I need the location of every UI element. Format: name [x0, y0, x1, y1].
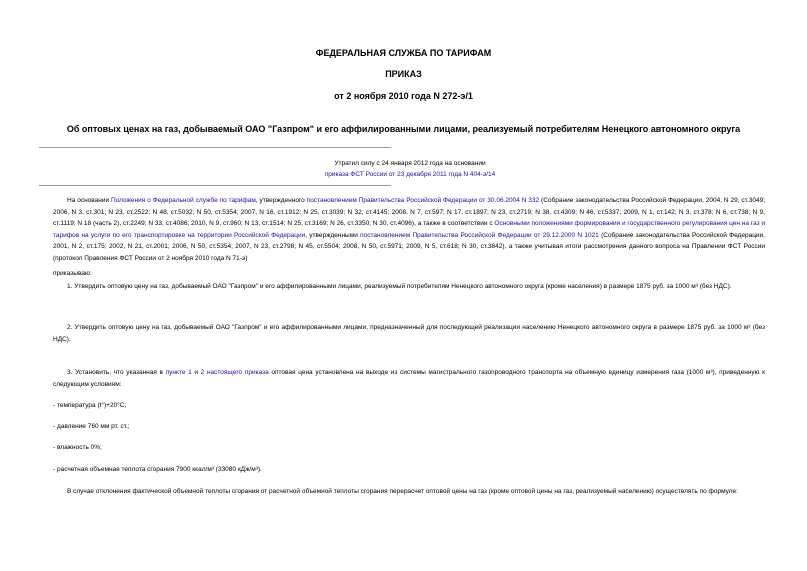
link-basic-provisions[interactable]: Основными положениями формирования и государственного регулирования цен на газ и тарифов на услуги по его транспортировке на территории Российской Федерации: [53, 220, 765, 239]
divider-top: [39, 147, 391, 148]
final-paragraph-text: В случае отклонения фактической объемной теплоты сгорания от расчетной объемной теплоты сгорания перерасчет оптовой цены на газ (кроме оптовой цены на газ, реализуемый населению) осуществлять по формуле:: [67, 488, 738, 495]
item-1-text: 1. Утвердить оптовую цену на газ, добываемый ОАО "Газпром" и его аффилированными лицами, реализуемый потребителям Ненецкого автономного округа (кроме населения) в размере 1875 руб. за 1000 м³ (без НДС).: [67, 283, 732, 290]
link-point-1[interactable]: пункте 1: [165, 369, 192, 376]
agency-name: ФЕДЕРАЛЬНАЯ СЛУЖБА ПО ТАРИФАМ: [315, 48, 492, 58]
link-decree-1021[interactable]: постановлением Правительства Российской Федерации от 29.12.2000 N 1021: [360, 231, 599, 239]
preamble-text-4: , утвержденными: [305, 231, 361, 239]
item-2: [53, 322, 765, 345]
item-3: [53, 367, 765, 390]
link-point-2[interactable]: 2 настоящего приказа: [200, 369, 269, 376]
final-paragraph: [53, 486, 765, 498]
doc-title: Об оптовых ценах на газ, добываемый ОАО "Газпром" и его аффилированными лицами, реализуемый потребителям Ненецкого автономного округа: [66, 124, 741, 134]
preamble-paragraph: [53, 195, 765, 264]
preamble-text-5: (Собрание законодательства Российской Федерации, 2001, N 2, ст.175; 2002, N 21, ст.2001; 2006, N 50, ст.5354; 2007, N 23, ст.2798; N 45, ст.5504; 2008, N 50, ст.5971; 2009, N 5, ст.618; N 30, ст.3842), а также учитывая итоги рассмотрения данного вопроса на Правлении ФСТ России (протокол Правления ФСТ России от 2 ноября 2010 года N 71-э): [53, 231, 765, 262]
link-regulation-fst[interactable]: Положения о Федеральной службе по тарифам: [111, 197, 256, 204]
preamble-text-2: , утвержденного: [255, 197, 307, 204]
status-note-text: Утратил силу с 24 января 2012 года на основании: [334, 160, 486, 167]
item-3-text-3: оптовая цена установлена на выходе из системы магистрального газопроводного транспорта на объемную единицу измерения газа (1000 м³), приведенную к следующим условиям:: [53, 369, 766, 388]
doc-type: ПРИКАЗ: [385, 69, 422, 79]
status-note: [210, 158, 610, 180]
condition-pressure: - давление 760 мм рт. ст.;: [53, 423, 130, 430]
status-note-link[interactable]: приказа ФСТ России от 23 декабря 2011 года N 404-э/14: [324, 171, 496, 178]
item-3-text-1: 3. Установить, что указанная в: [67, 369, 166, 376]
link-decree-332[interactable]: постановлением Правительства Российской Федерации от 30.06.2004 N 332: [306, 197, 540, 204]
item-3-text-2: и: [191, 369, 201, 376]
condition-heat-value: - расчетная объемная теплота сгорания 7900 ккал/м³ (33080 кДж/м³).: [53, 466, 262, 473]
item-2-text: 2. Утвердить оптовую цену на газ, добываемый ОАО "Газпром" и его аффилированными лицами, предназначенный для последующей реализации населению Ненецкого автономного округа в размере 1875 руб. за 1000 м³ (без НДС).: [53, 324, 765, 343]
doc-date-number: от 2 ноября 2010 года N 272-э/1: [334, 91, 473, 101]
preamble-text-1: На основании: [67, 197, 112, 204]
condition-temperature: - температура (t°)+20°С;: [53, 402, 127, 409]
order-word: приказываю:: [53, 270, 92, 277]
preamble-text-3: (Собрание законодательства Российской Федерации, 2004, N 29, ст.3049; 2006, N 3, ст.301; N 23, ст.2522; N 48, ст.5032; N 50, ст.5354; 2007, N 16, ст.1912; N 25, ст.3039; N 32, ст.4145; 2008, N 7, ст.597; N 17, ст.1897; N 23, ст.2719; N 38, ст.4309; N 46, ст.5337; 2009, N 1, ст.142; N 3, ст.378; N 6, ст.738; N 9, ст.1119; N 18 (часть 2), ст.2249; N 33, ст.4086; 2010, N 9, ст.960; N 13, ст.1514; N 25, ст.3169; N 26, ст.3350; N 30, ст.4096), а также в соответствии с: [53, 197, 765, 227]
condition-humidity: - влажность 0%;: [53, 444, 102, 451]
item-1: [53, 281, 765, 293]
divider-bottom: [39, 185, 391, 186]
